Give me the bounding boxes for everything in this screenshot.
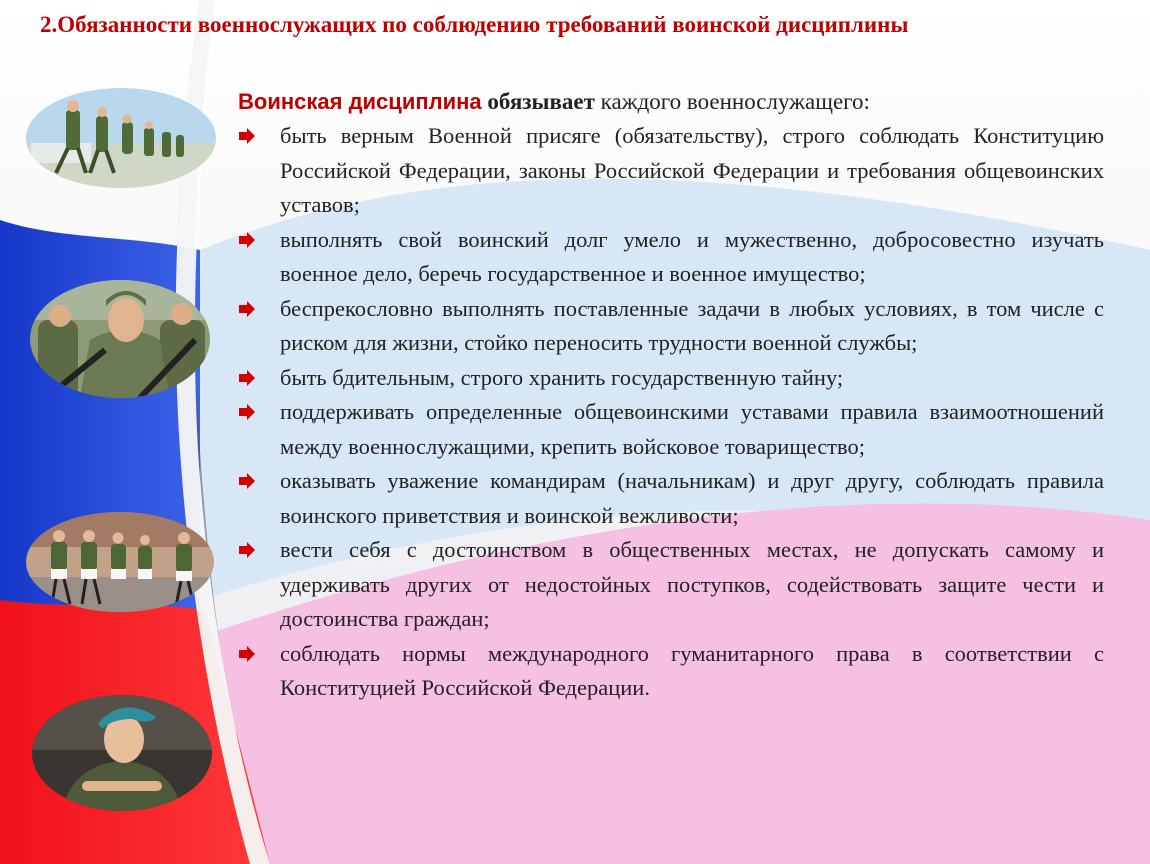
list-item-text: поддерживать определенные общевоинскими уставами правила взаимоотношений между военнослужащими, крепить войсковое товарищество; (280, 399, 1104, 459)
list-item (238, 223, 1104, 292)
parade-women-soldiers-photo-icon (26, 512, 214, 612)
duties-content (238, 86, 1104, 706)
intro-line (238, 86, 1104, 117)
arrow-bullet-icon (238, 646, 256, 662)
arrow-bullet-icon (238, 232, 256, 248)
marching-soldiers-photo-icon (26, 88, 216, 188)
list-item (238, 119, 1104, 223)
soldier-in-beret-photo-icon (32, 695, 212, 811)
list-item-text: выполнять свой воинский долг умело и мужественно, добросовестно изучать военное дело, беречь государственное и военное имущество; (280, 226, 1104, 286)
list-item (238, 533, 1104, 637)
intro-lead: Воинская дисциплина (238, 89, 482, 114)
list-item (238, 292, 1104, 361)
arrow-bullet-icon (238, 128, 256, 144)
list-item (238, 464, 1104, 533)
list-item (238, 395, 1104, 464)
list-item-text: быть бдительным, строго хранить государственную тайну; (280, 364, 844, 390)
arrow-bullet-icon (238, 404, 256, 420)
list-item-text: вести себя с достоинством в общественных местах, не допускать самому и удерживать других от недостойных поступков, содействовать защите чести и достоинства граждан; (280, 537, 1104, 631)
list-item-text: соблюдать нормы международного гуманитарного права в соответствии с Конституцией Российской Федерации. (280, 640, 1104, 700)
list-item-text: оказывать уважение командирам (начальникам) и друг другу, соблюдать правила воинского приветствия и воинской вежливости; (280, 468, 1104, 528)
list-item (238, 637, 1104, 706)
soldiers-with-rifles-photo-icon (30, 280, 210, 398)
intro-rest: каждого военнослужащего: (600, 89, 870, 114)
arrow-bullet-icon (238, 473, 256, 489)
list-item-text: быть верным Военной присяге (обязательству), строго соблюдать Конституцию Российской Федерации, законы Российской Федерации и требования общевоинских уставов; (280, 123, 1104, 217)
arrow-bullet-icon (238, 301, 256, 317)
intro-verb: обязывает (487, 89, 595, 114)
duties-list (238, 119, 1104, 706)
arrow-bullet-icon (238, 542, 256, 558)
list-item-text: беспрекословно выполнять поставленные задачи в любых условиях, в том числе с риском для жизни, стойко переносить трудности военной службы; (280, 295, 1104, 355)
arrow-bullet-icon (238, 370, 256, 386)
page-title: 2.Обязанности военнослужащих по соблюдению требований воинской дисциплины (40, 12, 909, 37)
list-item (238, 361, 1104, 396)
